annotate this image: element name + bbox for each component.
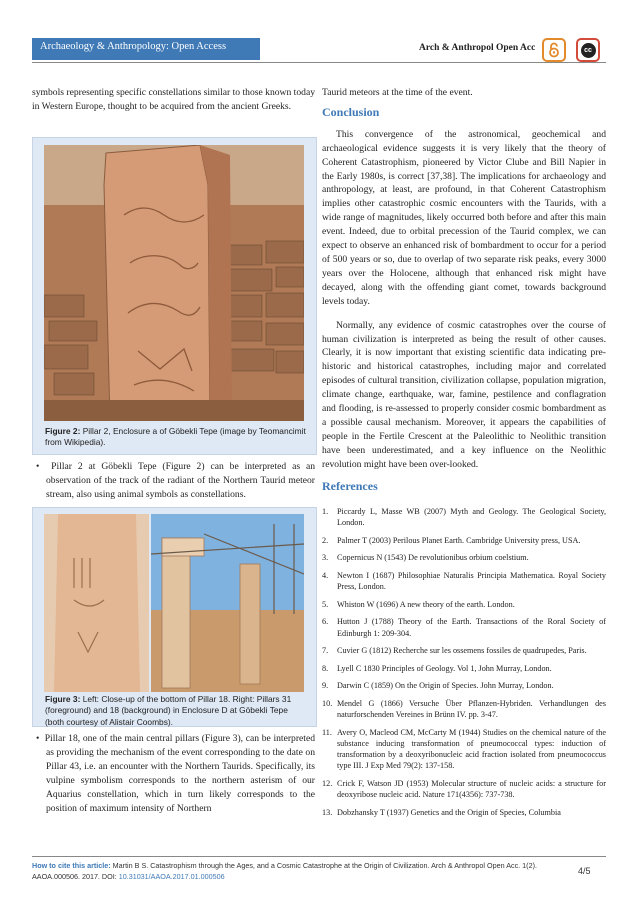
- page-number: 4/5: [578, 866, 591, 876]
- header-icons: [542, 38, 600, 62]
- list-item: 12. Crick F, Watson JD (1953) Molecular structure of nucleic acids: a structure for deoxyribose nucleic acid. Nature 171(4356): 737-738.: [322, 778, 606, 800]
- list-item: 4. Newton I (1687) Philosophiae Naturalis Principia Mathematica. Royal Society Press, London.: [322, 570, 606, 592]
- doi-link[interactable]: 10.31031/AAOA.2017.01.000506: [118, 872, 225, 881]
- figure-2-image: [44, 145, 304, 421]
- list-item: 9. Darwin C (1859) On the Origin of Species. John Murray, London.: [322, 681, 554, 691]
- citation-footer: [32, 860, 552, 882]
- figure-3-label: Figure 3:: [45, 694, 81, 704]
- journal-abbrev: Arch & Anthropol Open Acc: [419, 43, 536, 53]
- left-bullet-2: [32, 732, 315, 815]
- list-item: 13. Dobzhansky T (1937) Genetics and the Origin of Species, Columbia: [322, 807, 561, 817]
- citation-label: How to cite this article:: [32, 861, 111, 870]
- list-item: 8. Lyell C 1830 Principles of Geology. Vol 1, John Murray, London.: [322, 663, 552, 673]
- figure-2-caption-text: Pillar 2, Enclosure a of Göbekli Tepe (image by Teomancimit from Wikipedia).: [45, 426, 306, 448]
- conclusion-heading: Conclusion: [322, 104, 380, 119]
- figure-3-image: [44, 514, 304, 692]
- cc-label: cc: [581, 43, 596, 58]
- list-item: 11. Avery O, Macleod CM, McCarty M (1944) Studies on the chemical nature of the substance inducing transformation of pneumococcal types: induction of transformation by a deoxyribonucleic acid fraction isolated from pneumococcus type III. J Exp Med 79(2): 137-158.: [322, 727, 606, 771]
- figure-3-caption: [45, 694, 307, 728]
- list-item: 2. Palmer T (2003) Perilous Planet Earth. Cambridge University press, USA.: [322, 535, 581, 545]
- figure-2-caption: [45, 426, 307, 449]
- bullet-1-text: Pillar 2 at Göbekli Tepe (Figure 2) can be interpreted as an observation of the track of the radiant of the Northern Taurid meteor stream, also using animal symbols as constellations.: [46, 461, 316, 500]
- list-item: 1. Piccardy L, Masse WB (2007) Myth and Geology. The Geological Society, London.: [322, 507, 606, 528]
- bullet-icon: •: [36, 733, 45, 744]
- list-item: 7. Cuvier G (1812) Recherche sur les ossemens fossiles de quadrupedes, Paris.: [322, 646, 587, 656]
- figure-2-box: [32, 137, 317, 455]
- left-intro: [32, 86, 315, 114]
- figure-3-box: [32, 507, 317, 727]
- header-rule: [32, 62, 606, 63]
- list-item: [32, 732, 315, 815]
- bullet-2-text: Pillar 18, one of the main central pillars (Figure 3), can be interpreted as providing the mechanism of the event corresponding to the date on Pillar 43, i.e. an encounter with the Northern Taurids. Specifically, its vulpine symbolism corresponds to the northern asterism of our Aquarius constellation, which in turn likely corresponds to the position of maximum intensity of Northern: [44, 733, 316, 814]
- figure-2-label: Figure 2:: [45, 426, 81, 436]
- right-column: [322, 86, 606, 493]
- list-item: 5. Whiston W (1696) A new theory of the earth. London.: [322, 599, 515, 609]
- footer-rule: [32, 856, 606, 857]
- creative-commons-icon: [576, 38, 600, 62]
- figure-3-caption-text: Left: Close-up of the bottom of Pillar 18. Right: Pillars 31 (foreground) and 18 (background) in Enclosure D at Göbekli Tepe (both courtesy of Alistair Coombs).: [45, 694, 292, 727]
- left-bullet-1: [32, 460, 315, 502]
- list-item: 3. Copernicus N (1543) De revolutionibus orbium coelstium.: [322, 553, 529, 563]
- bullet-icon: •: [36, 461, 52, 472]
- conclusion-paragraph-1: This convergence of the astronomical, geochemical and archaeological evidence suggests it is very likely that the theory of Coherent Catastrophism, pioneered by Victor Clube and Bill Napier in the Early 1980s, is correct [37,38]. The implications for archaeology and anthropology, at least, are profound, in that Coherent Catastrophism implies other catastrophic cosmic encounters with the Taurids, with a wide range of magnitudes, likely occurred both before and after this main event. Indeed, due to orbital precession of the Taurid complex, we can expect to observe an enhanced risk of bombardment to occur for a period of 500 years or so, due to overlap of two separate risk peaks, every 3000 years over the Holocene, although that enhanced risk might have decayed, along with the offending giant comet, towards background levels today.: [322, 128, 606, 307]
- list-item: 6. Hutton J (1788) Theory of the Earth. Transactions of the Roral Society of Edinburgh 1: 209-304.: [322, 617, 606, 638]
- journal-title: Archaeology & Anthropology: Open Access: [40, 41, 227, 52]
- references-heading: References: [322, 478, 378, 493]
- continuation-text: Taurid meteors at the time of the event.: [322, 87, 473, 98]
- list-item: [32, 460, 315, 502]
- list-item: 10. Mendel G (1866) Versuche Über Pflanzen-Hybriden. Verhandlungen des naturforschenden Vereines in Brünn IV. pp. 3-47.: [322, 698, 606, 720]
- reference-list: [322, 506, 606, 824]
- open-access-lock-icon: [542, 38, 566, 62]
- conclusion-paragraph-2: Normally, any evidence of cosmic catastrophes over the course of human civilization is interpreted as being the result of other causes. Clearly, it is now important that existing scientific data indicating pre-historic and historical catastrophes, including major and correlated episodes of cultural transition, civilization collapse, population migration, climate change, earthquake, war, famine, pestilence and conflagration and flooding, is re-assessed to properly consider cosmic bombardment as a possible causal mechanism. Moreover, it appears the capabilities of people in the Fertile Crescent at the Paleolithic to Neolithic transition have been underestimated, and a key influence on the Neolithic revolution might have been over-looked.: [322, 319, 606, 470]
- citation-text: Martin B S. Catastrophism through the Ages, and a Cosmic Catastrophe at the Origin of Civilization. Arch & Anthropol Open Acc. 1(2). AAOA.000506. 2017. DOI:: [32, 861, 537, 881]
- intro-paragraph: symbols representing specific constellations similar to those known today in Western Europe, thought to be acquired from the ancient Greeks.: [32, 87, 315, 112]
